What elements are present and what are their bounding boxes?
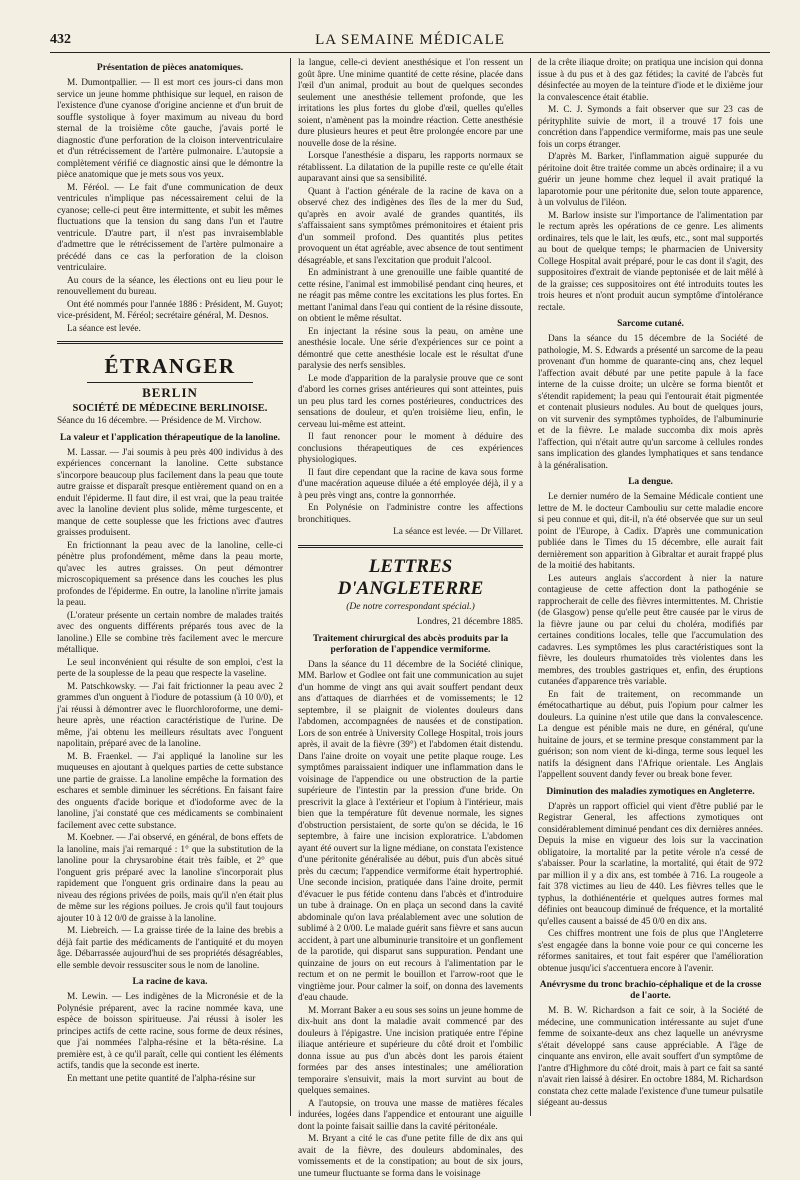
paragraph: Il faut dire cependant que la racine de kava sous forme d'une macération aqueuse diluée a été employée déjà, il y a à peu près vingt ans, contre la gonnorrhée. <box>298 467 523 501</box>
section-title: Traitement chirurgical des abcès produits par la perforation de l'appendice vermiforme. <box>312 633 509 655</box>
section-title: La valeur et l'application thérapeutique de la lanoline. <box>60 432 280 443</box>
paragraph: Ont été nommés pour l'année 1886 : Président, M. Guyot; vice-président, M. Féréol; secrétaire général, M. Desnos. <box>57 299 283 321</box>
paragraph: En frictionnant la peau avec de la lanoline, celle-ci pénètre plus profondément, même dans la peau morte, qu'avec les autres graisses. On peut démontrer microscopiquement sa présence dans les couches les plus profondes de l'épiderme. En outre, la lanoline n'irrite jamais la peau. <box>57 540 283 608</box>
dateline: Londres, 21 décembre 1885. <box>416 617 523 627</box>
paragraph: Ces chiffres montrent une fois de plus que l'Angleterre s'est engagée dans la bonne voie pour ce qui concerne les réformes sanitaires, et tout fait espérer que l'amélioration obtenue jusqu'ici s'accentuera encore à l'avenir. <box>538 929 763 974</box>
paragraph: Il faut renoncer pour le moment à déduire des conclusions thérapeutiques de ces expériences physiologiques. <box>298 432 523 465</box>
paragraph: M. Patschkowsky. — J'ai fait frictionner la peau avec 2 grammes d'un onguent à l'iodure de potassium (à 10 0/0), et j'ai réussi à démontrer avec le fluorchloroforme, une demi-heure après, une réaction caractéristique de l'urine. De même, j'ai obtenu les meilleurs résultats avec l'onguent napolitain, préparé avec de la lanoline. <box>57 681 283 749</box>
paragraph: (L'orateur présente un certain nombre de malades traités avec des onguents différents préparés tous avec de la lanoline.) Elle se combine très facilement avec le mercure métallique. <box>57 610 283 655</box>
paragraph: M. B. W. Richardson a fait ce soir, à la Société de médecine, une communication intéressante au sujet d'une femme de soixante-deux ans chez laquelle un anévrysme s'était développé sans cause appréciable. A l'âge de cinquante ans environ, elle avait souffert d'un symptôme de l'antre d'Highmore du côté droit, mais à part ce fait sa santé n'avait rien laissé à désirer. En octobre 1884, M. Richardson constata chez cette malade l'existence d'une tumeur pulsatile siégeant au-dessus <box>538 1006 763 1108</box>
divider <box>298 545 523 548</box>
paragraph: A l'autopsie, on trouva une masse de matières fécales indurées, logées dans l'appendice et entourant une aiguille dont la pointe faisait saillie dans la cavité péritonéale. <box>298 1098 523 1132</box>
paragraph: Le seul inconvénient qui résulte de son emploi, c'est la perte de la souplesse de la peau que respecte la vaseline. <box>57 657 283 679</box>
paragraph: En Polynésie on l'administre contre les affections bronchitiques. <box>298 503 523 525</box>
paragraph: Lorsque l'anesthésie a disparu, les rapports normaux se rétablissent. La dilatation de la pupille reste ce qu'elle était auparavant ainsi que sa sensibilité. <box>298 151 523 184</box>
letters-heading: LETTRES D'ANGLETERRE <box>337 555 484 599</box>
paragraph: La séance est levée. <box>67 323 141 334</box>
section-title: Diminution des maladies zymotiques en Angleterre. <box>546 786 755 797</box>
section-title: Anévrysme du tronc brachio-céphalique et de la crosse de l'aorte. <box>539 980 762 1001</box>
correspondent-line: (De notre correspondant spécial.) <box>346 601 475 612</box>
paragraph: M. Liebreich. — La graisse tirée de la laine des brebis a déjà fait partie des médicaments de l'antiquité et du moyen âge. Débarrassée aujourd'hui de ses propriétés désagréables, elle semble devoir ressusciter sous le nom de lanoline. <box>57 926 283 971</box>
journal-title: LA SEMAINE MÉDICALE <box>315 32 505 48</box>
paragraph: M. C. J. Symonds a fait observer que sur 23 cas de pérityphlite suivie de mort, il a trouvé 17 fois une concrétion dans l'appendice vermiforme, mais pas une seule fois un corps étranger. <box>538 105 763 150</box>
page-number: 432 <box>50 32 71 47</box>
paragraph: D'après un rapport officiel qui vient d'être publié par le Registrar General, les affections zymotiques ont considérablement diminué pendant ces dix dernières années. Depuis la mise en vigueur des lois sur la vaccination obligatoire, la mortalité par la petite vérole n'a cessé de s'abaisser. Pour la scarlatine, la mortalité, qui était de 972 par million il y a dix ans, est tombée à 716. La rougeole a fait 378 victimes au lieu de 440. Les fièvres telles que le typhus, la dothiénentérie et quelques autres formes mal définies ont beaucoup diminué de fréquence, et la mortalité qu'elles causent a baissé de 45 0/0 en dix ans. <box>538 801 763 927</box>
section-title: La dengue. <box>628 477 673 487</box>
paragraph: Le dernier numéro de la Semaine Médicale contient une lettre de M. le docteur Cambouliu sur cette maladie encore si peu connue et qui, dit-il, n'a été observée que sur un seul point de l'Europe, à Cadix. D'après une communication publiée dans le Times du 15 décembre, elle aurait fait dernièrement son apparition à Gibraltar et aurait frappé plus de la moitié des habitants. <box>538 492 763 571</box>
divider <box>87 382 253 383</box>
page-header <box>50 30 770 53</box>
paragraph: de la crête iliaque droite; on pratiqua une incision qui donna issue à du pus et à des gaz fétides; la cavité de l'abcès fut désinfectée au moyen de la teinture d'iode et le dixième jour la convalescence était établie. <box>538 58 763 103</box>
paragraph: M. Bryant a cité le cas d'une petite fille de dix ans qui avait de la fièvre, des douleurs abdominales, des vomissements et de la constipation; au bout de six jours, une tumeur fluctuante se forma dans le voisinage <box>298 1134 523 1179</box>
section-title: La racine de kava. <box>132 977 208 987</box>
paragraph: Le mode d'apparition de la paralysie prouve que ce sont d'abord les cornes grises antérieures qui sont atteintes, puis un peu plus tard les cornes postérieures, conductrices des sensations de douleur, et qu'en troisième lieu, enfin, le cerveau lui-même est atteint. <box>298 373 523 430</box>
paragraph: Dans la séance du 11 décembre de la Société clinique, MM. Barlow et Godlee ont fait une communication au sujet d'un homme de vingt ans qui avait souffert pendant deux ans d'attaques de diarrhées et de vomissements; le 12 septembre, il se plaignit de violentes douleurs dans l'abdomen, accompagnées de nausées et de constipation. Lors de son entrée à University College Hospital, trois jours après, il avait de la fièvre (39°) et l'abdomen était distendu. Dans l'aine droite on voyait une petite plaque rouge. Les symptômes paraissaient indiquer une inflammation dans le voisinage de l'appendice ou une obstruction de la partie supérieure de l'intestin par la pression d'une bride. On prescrivit la glace à l'extérieur et l'opium à l'intérieur, mais bien que la température fût devenue normale, les signes d'obstruction persistaient, de sorte qu'on se décida, le 16 septembre, à faire une incision exploratrice. L'abdomen ayant été ouvert sur la ligne médiane, on constata l'existence d'une péritonite généralisée au début, puis d'un abcès situé près du cæcum; l'appendice vermiforme était hypertrophié. Une seconde incision, pratiquée dans l'aine droite, permit d'évacuer le pus fétide contenu dans l'abcès et d'introduire un tube à drainage. On en plaça un second dans la cavité abdominale qu'on lava préalablement avec une solution de sublimé à 2 0/00. Le malade guérit sans fièvre et sans aucun accident, à part une albuminurie transitoire et un gonflement de la parotide, qui disparut sans suppuration. Pendant une quinzaine de jours on eut recours à l'alimentation par le rectum et on ne permit le bouillon et l'arrow-root que le vingtième jour. Pour calmer la soif, on donna des lavements d'eau chaude. <box>298 659 523 1003</box>
paragraph: M. Lassar. — J'ai soumis à peu près 400 individus à des expériences concernant la lanoline. Cette substance s'incorpore beaucoup plus facilement dans la peau que toute autre graisse et disparaît presque entièrement quand on en a enduit l'épiderme. Il faut dire, il est vrai, que la peau traitée avec la lanoline devient plus solide, même turgescente, et manque de cette souplesse que les frictions avec d'autres graisses produisent. <box>57 447 283 538</box>
paragraph: Dans la séance du 15 décembre de la Société de pathologie, M. S. Edwards a présenté un sarcome de la peau provenant d'un homme de quarante-cinq ans, chez lequel l'affection avait débuté par une petite papule à la face interne de la cuisse droite; un ulcère se forma bientôt et s'étendit rapidement; la peau qui l'entourait était pigmentée et contenait plusieurs nodules. Au bout de quelques jours, on vit survenir des symptômes typhoïdes, de l'albuminurie et de la fièvre. Le malade succomba dix mois après l'affection, qui n'était autre qu'un sarcome à cellules rondes sans implication des glandes lymphatiques et sans tendance à la généralisation. <box>538 334 763 471</box>
column-2 <box>290 58 530 1179</box>
paragraph: Au cours de la séance, les élections ont eu lieu pour le renouvellement du bureau. <box>57 275 283 297</box>
paragraph: M. Koebner. — J'ai observé, en général, de bons effets de la lanoline, mais j'ai remarqué : 1° que la substitution de la lanoline pour la chrysarobine était très faible, et 2° que l'onguent gris préparé avec la lanoline s'incorporait plus rapidement que l'onguent gris ordinaire dans la peau au niveau des régions privées de poils, mais qu'il n'en était plus de même sur les régions poilues. Je crois qu'il faut toujours ajouter 10 à 12 0/0 de graisse à la lanoline. <box>57 833 283 924</box>
berlin-heading: BERLIN <box>142 385 198 400</box>
paragraph: M. Dumontpallier. — Il est mort ces jours-ci dans mon service un jeune homme phthisique sur lequel, en raison de l'existence d'une cyanose d'origine ancienne et d'un bruit de souffle systolique à foyer maximum au niveau du bord sternal de la troisième côte gauche, j'avais porté le diagnostic d'une perforation de la cloison interventriculaire et d'un rétrécissement de l'artère pulmonaire. L'autopsie a complètement vérifié ce diagnostic ainsi que le démontre la pièce anatomique que je mets sous vos yeux. <box>57 78 283 180</box>
paragraph: M. Lewin. — Les indigènes de la Micronésie et de la Polynésie préparent, avec la racine nommée kava, une espèce de boisson spiritueuse. J'ai réussi à isoler les principes actifs de cette racine, sous forme de deux résines, que j'ai nommées l'alpha-résine et la bêta-résine. La première est, à ce qu'il paraît, celle qui contient les éléments actifs, tandis que la seconde est inerte. <box>57 992 283 1071</box>
paragraph: M. Féréol. — Le fait d'une communication de deux ventricules n'implique pas nécessairement celui de la cyanose; celle-ci peut être intermittente, et subit les mêmes fluctuations que la tension du sang dans l'un et l'autre ventricule. D'autre part, il n'est pas invraisemblable d'admettre que le rétrécissement de l'artère pulmonaire a précédé dans ce cas la perforation de la cloison ventriculaire. <box>57 182 283 273</box>
session-line: Séance du 16 décembre. — Présidence de M. Virchow. <box>57 416 262 426</box>
column-3 <box>530 58 770 1116</box>
paragraph: M. Barlow insiste sur l'importance de l'alimentation par le rectum après les opérations de ce genre. Les aliments ordinaires, tels que le lait, les œufs, etc., sont mal supportés au bout de quelque temps; le pharmacien de University College Hospital avait préparé, pour le cas dont il s'agit, des suppositoires d'extrait de viande peptonisée et de lait mêlé à de la graisse; ces suppositoires ont été introduits toutes les trois heures et n'ont produit aucun symptôme d'intolérance rectale. <box>538 210 763 313</box>
paragraph: En fait de traitement, on recommande un émétocathartique au début, puis l'opium pour calmer les douleurs. La quinine n'est utile que dans la convalescence. La dengue est pénible mais ne dure, en général, qu'une huitaine de jours, et se termine presque constamment par la guérison; son nom vient de ki-dinga, terme sous lequel les natifs la désignent dans l'Afrique orientale. Les Anglais l'appellent souvent dandy fever ou break bone fever. <box>538 689 763 780</box>
paragraph: Quant à l'action générale de la racine de kava on a observé chez des indigènes des îles de la mer du Sud, qu'après en avoir avalé de grandes quantités, ils s'affaissaient sans symptômes prémonitoires et étaient pris d'un sommeil profond. Des quantités plus petites provoquent un état agréable, avec absence de tout sentiment désagréable, et sans l'excitation que produit l'alcool. <box>298 186 523 266</box>
paragraph: M. Morrant Baker a eu sous ses soins un jeune homme de dix-huit ans dont la maladie avait commencé par des douleurs à l'épigastre. Une incision pratiquée entre l'épine iliaque antérieure et supérieure du côté droit et l'ombilic donna issue au pus d'un abcès dont les parois étaient formées par des anses intestinales; une amélioration temporaire s'ensuivit, mais la mort survint au bout de quelques semaines. <box>298 1005 523 1096</box>
paragraph: En mettant une petite quantité de l'alpha-résine sur <box>67 1073 256 1084</box>
paragraph: la langue, celle-ci devient anesthésique et l'on ressent un goût âpre. Une minime quantité de cette résine, placée dans l'œil d'un animal, produit au bout de quelques secondes seulement une anesthésie tellement profonde, que les irritations les plus fortes du globe d'œil, quelles qu'elles soient, n'amènent pas la moindre réaction. Cette anesthésie dure plusieurs heures et peut être prolongée encore par une nouvelle dose de la résine. <box>298 58 523 149</box>
paragraph: En administrant à une grenouille une faible quantité de cette résine, l'animal est immobilisé pendant cinq heures, et ne réagit pas même contre les excitations les plus fortes. En mettant l'animal dans l'eau qui contient de la résine dissoute, on obtient le même résultat. <box>298 268 523 324</box>
section-title: Sarcome cutané. <box>617 319 684 329</box>
paragraph: D'après M. Barker, l'inflammation aiguë suppurée du péritoine doit être traitée comme un abcès ordinaire; il a vu guérir un jeune homme chez lequel il avait pratiqué la laparotomie pour une péritonite due, selon toute apparence, à un volvulus de l'iléon. <box>538 152 763 208</box>
paragraph: Les auteurs anglais s'accordent à nier la nature contagieuse de cette affection dont la pathogénie se rapprocherait de celle des fièvres intermittentes. M. Christie (de Glasgow) pense qu'elle peut être causée par le virus de la fièvre jaune ou par celui du choléra, modifiés par certaines conditions locales, telle que l'accumulation des cadavres. Les symptômes les plus caractéristiques sont la fièvre, les douleurs rhumatoïdes très violentes dans les membres, des troubles gastriques et, enfin, des éruptions cutanées d'apparence très variable. <box>538 573 763 687</box>
divider <box>57 341 283 344</box>
society-heading: SOCIÉTÉ DE MÉDECINE BERLINOISE. <box>72 402 268 414</box>
paragraph: M. B. Fraenkel. — J'ai appliqué la lanoline sur les muqueuses en ajoutant à quelques parties de cette substance une partie de graisse. La lanoline empêche la formation des eschares et semble diminuer les sécrétions. En faisant faire des onguents d'acide borique et d'iodoforme avec de la lanoline, j'ai constaté que ces médicaments se combinaient facilement avec cette substance. <box>57 751 283 831</box>
column-1 <box>50 58 290 1116</box>
paragraph: En injectant la résine sous la peau, on amène une anesthésie locale. Une série d'expériences sur ce point a démontré que cette anesthésie locale est le résultat d'une paralysie des nerfs sensibles. <box>298 326 523 371</box>
article-columns <box>50 58 772 1179</box>
signature-line: La séance est levée. — Dr Villaret. <box>393 527 523 537</box>
etranger-heading: ÉTRANGER <box>104 354 236 378</box>
section-title: Présentation de pièces anatomiques. <box>96 63 244 73</box>
